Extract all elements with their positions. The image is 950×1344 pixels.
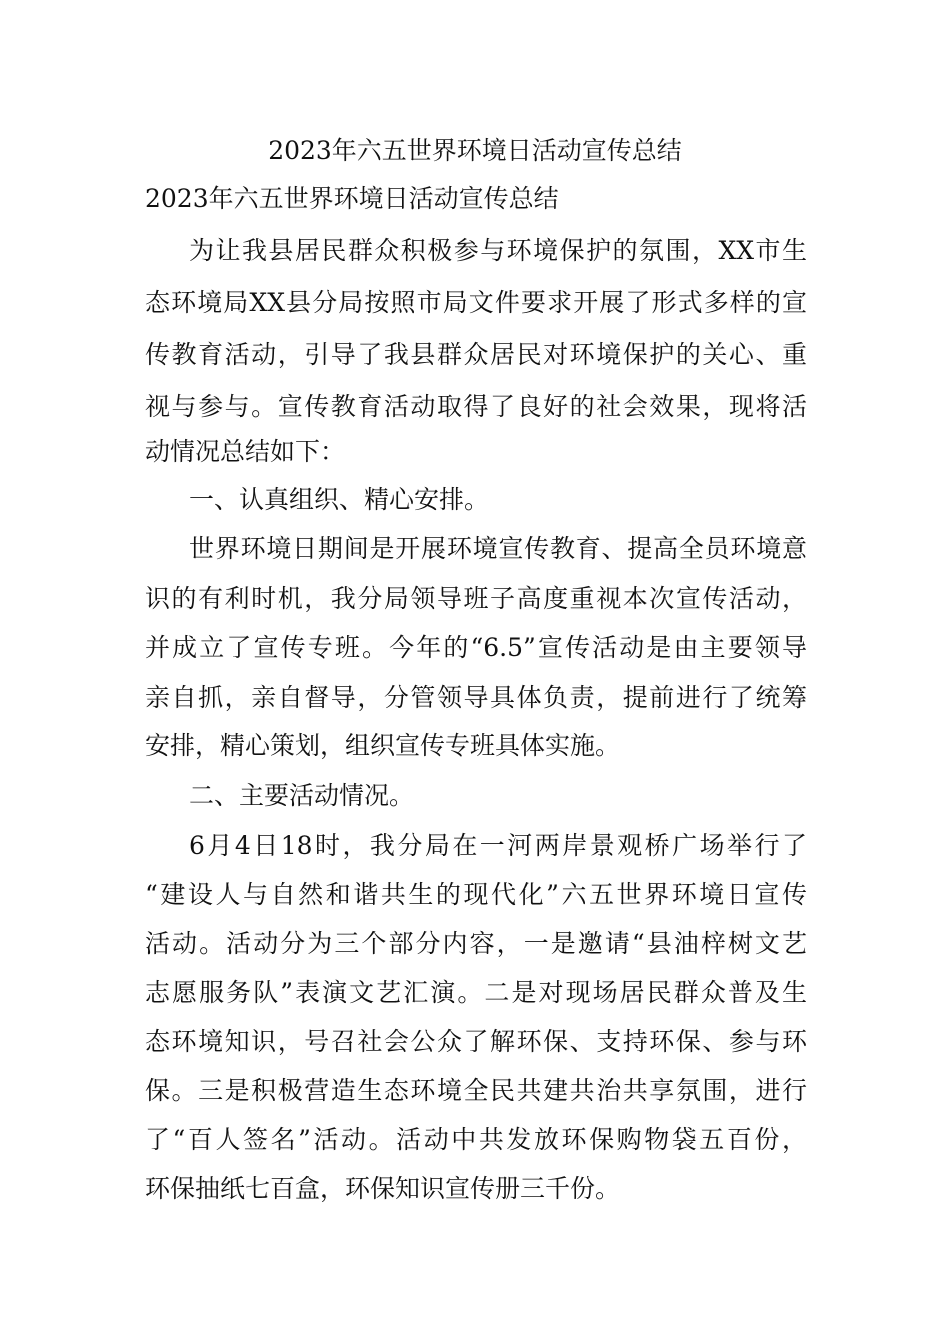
paragraph-2-line-5: 安排，精心策划，组织宣传专班具体实施。 bbox=[145, 731, 621, 760]
document-subtitle: 2023年六五世界环境日活动宣传总结 bbox=[145, 184, 559, 213]
paragraph-1-line-4: 视与参与。宣传教育活动取得了良好的社会效果，现将活 bbox=[145, 392, 807, 421]
paragraph-1-line-5: 动情况总结如下： bbox=[145, 437, 346, 466]
document-title: 2023年六五世界环境日活动宣传总结 bbox=[268, 136, 682, 165]
paragraph-2-line-2: 识的有利时机，我分局领导班子高度重视本次宣传活动， bbox=[145, 584, 807, 613]
paragraph-3-line-3: 活动。活动分为三个部分内容，一是邀请“县油梓树文艺 bbox=[145, 929, 807, 958]
paragraph-3-line-1: 6月4日18时，我分局在一河两岸景观桥广场举行了 bbox=[189, 831, 807, 860]
paragraph-1-line-1: 为让我县居民群众积极参与环境保护的氛围，XX市生 bbox=[189, 236, 807, 265]
paragraph-1-line-2: 态环境局XX县分局按照市局文件要求开展了形式多样的宣 bbox=[145, 288, 807, 317]
paragraph-3-line-2: “建设人与自然和谐共生的现代化”六五世界环境日宣传 bbox=[145, 880, 807, 909]
section-heading-2: 二、主要活动情况。 bbox=[189, 781, 415, 810]
paragraph-2-line-1: 世界环境日期间是开展环境宣传教育、提高全员环境意 bbox=[189, 534, 807, 563]
paragraph-1-line-3: 传教育活动，引导了我县群众居民对环境保护的关心、重 bbox=[145, 340, 807, 369]
paragraph-3-line-7: 了“百人签名”活动。活动中共发放环保购物袋五百份， bbox=[145, 1125, 807, 1154]
paragraph-3-line-6: 保。三是积极营造生态环境全民共建共治共享氛围，进行 bbox=[145, 1076, 807, 1105]
section-heading-1: 一、认真组织、精心安排。 bbox=[189, 485, 490, 514]
paragraph-3-line-4: 志愿服务队”表演文艺汇演。二是对现场居民群众普及生 bbox=[145, 978, 807, 1007]
paragraph-2-line-3: 并成立了宣传专班。今年的“6.5”宣传活动是由主要领导 bbox=[145, 633, 807, 662]
paragraph-3-line-5: 态环境知识，号召社会公众了解环保、支持环保、参与环 bbox=[145, 1027, 807, 1056]
paragraph-2-line-4: 亲自抓，亲自督导，分管领导具体负责，提前进行了统筹 bbox=[145, 683, 807, 712]
paragraph-3-line-8: 环保抽纸七百盒，环保知识宣传册三千份。 bbox=[145, 1174, 621, 1203]
